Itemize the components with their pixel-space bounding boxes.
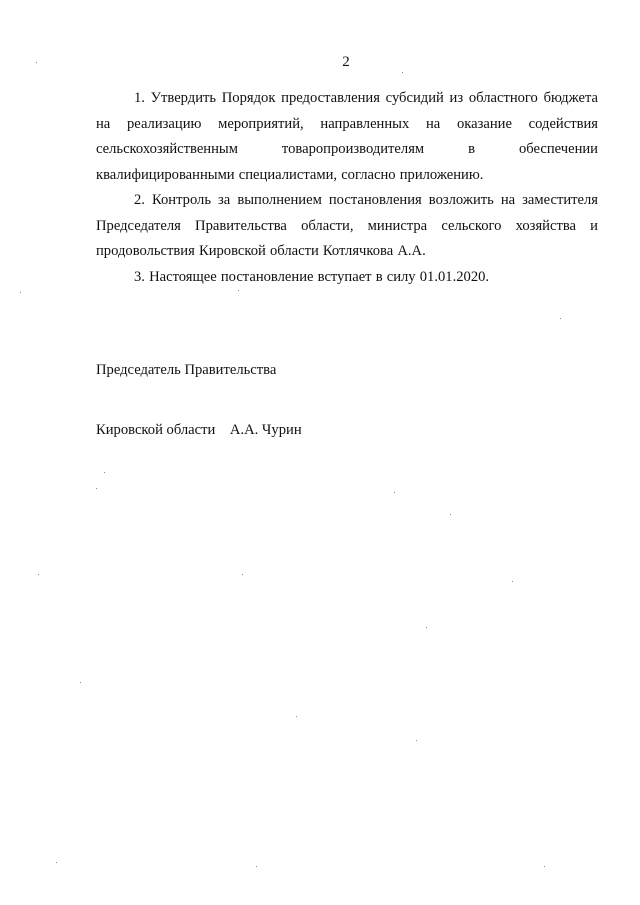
signature-title: Председатель Правительства [96,362,277,378]
scan-speck [544,866,545,867]
scan-speck [512,581,513,582]
scan-speck [394,492,395,493]
scan-speck [402,72,403,73]
signature-region: Кировской области [96,422,216,438]
scan-speck [20,292,21,293]
document-body [96,86,598,290]
scan-speck [104,472,105,473]
page-number: 2 [342,54,350,70]
scan-speck [36,62,37,63]
paragraph-3: 3. Настоящее постановление вступает в силу 01.01.2020. [134,268,490,285]
scan-speck [560,318,561,319]
signature-region-line [96,420,302,440]
scan-speck [96,488,97,489]
paragraph-2: 2. Контроль за выполнением постановления возложить на заместителя Председателя Правительства области, министра сельского хозяйства и продовольствия Кировской области Котлячкова А.А. [96,192,598,259]
scan-speck [56,862,57,863]
scan-speck [416,740,417,741]
scan-speck [256,866,257,867]
scan-speck [80,682,81,683]
scan-speck [38,574,39,575]
signature-block [96,320,302,480]
scan-speck [426,627,427,628]
paragraph-1: 1. Утвердить Порядок предоставления субсидий из областного бюджета на реализацию мероприятий, направленных на оказание содействия сельскохозяйственным товаропроизводителям в обеспечении квалифицированными специалистами, согласно приложению. [96,90,598,183]
scan-speck [296,716,297,717]
scan-speck [238,290,239,291]
scan-speck [242,574,243,575]
scan-speck [450,514,451,515]
signature-name: А.А. Чурин [229,422,302,438]
